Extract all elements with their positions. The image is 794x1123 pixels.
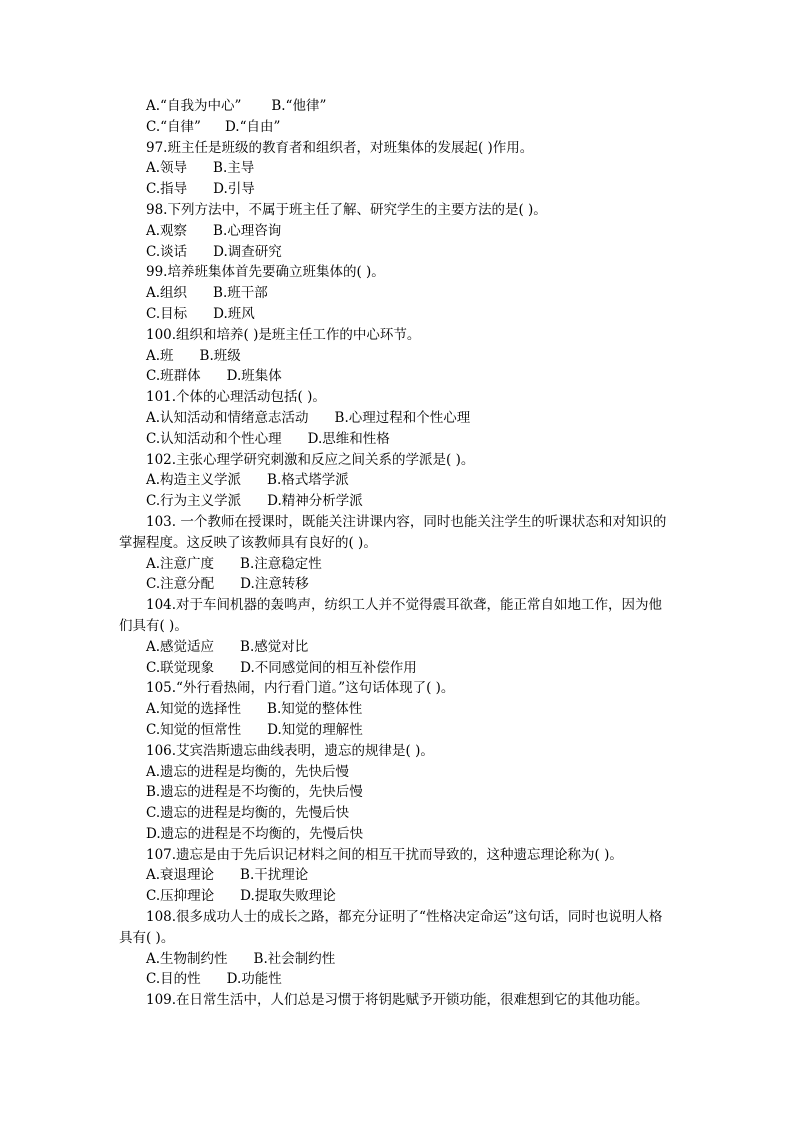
option-line <box>119 96 675 117</box>
option-line <box>119 117 675 138</box>
option-a: A.感觉适应 <box>146 638 215 655</box>
option-d: D.提取失败理论 <box>240 888 336 905</box>
question-104: 104.对于车间机器的轰鸣声，纺织工人并不觉得震耳欲聋，能正常自如地工作，因为他们具有( )。 <box>119 597 663 634</box>
option-line <box>119 429 675 450</box>
option-a: A.构造主义学派 <box>146 472 242 489</box>
option-line <box>119 969 675 990</box>
question-109: 109.在日常生活中，人们总是习惯于将钥匙赋予开锁功能，很难想到它的其他功能。 <box>146 992 649 1009</box>
option-c: C.谈话 <box>146 243 188 260</box>
option-a: A.“自我为中心” <box>146 98 242 114</box>
question-108: 108.很多成功人士的成长之路，都充分证明了“性格决定命运”这句话，同时也说明人格具有( )。 <box>119 909 663 946</box>
option-c: C.压抑理论 <box>146 888 215 905</box>
option-line <box>119 865 675 886</box>
question-99: 99.培养班集体首先要确立班集体的( )。 <box>146 264 385 281</box>
option-line <box>119 491 675 512</box>
option-line <box>119 720 675 741</box>
option-line <box>119 949 675 970</box>
option-a: A.知觉的选择性 <box>146 701 242 718</box>
option-b: B.知觉的整体性 <box>267 701 363 718</box>
option-c: C.“自律” <box>146 118 201 135</box>
option-a: A.组织 <box>146 285 188 302</box>
option-a: A.领导 <box>146 160 188 177</box>
option-b: B.感觉对比 <box>240 638 309 655</box>
option-line <box>119 221 675 242</box>
option-a: A.认知活动和情绪意志活动 <box>146 409 309 426</box>
option-d: D.思维和性格 <box>307 430 390 447</box>
option-d: D.不同感觉间的相互补偿作用 <box>240 659 417 676</box>
option-line <box>119 366 675 387</box>
option-b: B.干扰理论 <box>240 867 309 884</box>
option-d: D.“自由” <box>224 118 281 135</box>
question-107: 107.遗忘是由于先后识记材料之间的相互干扰而导致的，这种遗忘理论称为( )。 <box>146 846 623 863</box>
option-line <box>119 699 675 720</box>
option-single: D.遗忘的进程是不均衡的，先慢后快 <box>146 825 364 842</box>
option-a: A.注意广度 <box>146 555 215 572</box>
option-d: D.引导 <box>213 181 255 198</box>
option-line <box>119 179 675 200</box>
option-line <box>119 886 675 907</box>
option-c: C.联觉现象 <box>146 659 215 676</box>
option-c: C.行为主义学派 <box>146 493 242 510</box>
option-d: D.知觉的理解性 <box>267 721 363 738</box>
option-single: A.遗忘的进程是均衡的，先快后慢 <box>146 763 350 780</box>
option-b: B.格式塔学派 <box>267 472 349 489</box>
option-single: B.遗忘的进程是不均衡的，先快后慢 <box>146 784 363 801</box>
option-line <box>119 574 675 595</box>
option-c: C.注意分配 <box>146 576 215 593</box>
question-97: 97.班主任是班级的教育者和组织者，对班集体的发展起( )作用。 <box>146 139 534 156</box>
question-106: 106.艾宾浩斯遗忘曲线表明，遗忘的规律是( )。 <box>146 742 434 759</box>
question-98: 98.下列方法中，不属于班主任了解、研究学生的主要方法的是( )。 <box>146 201 547 218</box>
option-line <box>119 283 675 304</box>
option-b: B.班级 <box>199 347 241 364</box>
question-103: 103. 一个教师在授课时，既能关注讲课内容，同时也能关注学生的听课状态和对知识的掌握程度。这反映了该教师具有良好的( )。 <box>119 513 667 551</box>
option-c: C.认知活动和个性心理 <box>146 430 282 447</box>
option-b: B.注意稳定性 <box>240 555 322 572</box>
question-100: 100.组织和培养( )是班主任工作的中心环节。 <box>146 326 421 343</box>
option-line <box>119 346 675 367</box>
option-d: D.精神分析学派 <box>267 493 363 510</box>
option-a: A.衰退理论 <box>146 867 215 884</box>
option-b: B.班干部 <box>213 285 268 302</box>
option-c: C.知觉的恒常性 <box>146 721 242 738</box>
question-101: 101.个体的心理活动包括( )。 <box>146 389 326 406</box>
option-line <box>119 658 675 679</box>
option-d: D.班集体 <box>226 368 282 385</box>
option-line <box>119 470 675 491</box>
option-c: C.目的性 <box>146 971 201 988</box>
option-a: A.观察 <box>146 222 188 239</box>
option-single: C.遗忘的进程是均衡的，先慢后快 <box>146 805 350 822</box>
option-d: D.班风 <box>213 305 255 322</box>
option-line <box>119 408 675 429</box>
option-b: B.社会制约性 <box>253 950 336 967</box>
option-c: C.班群体 <box>146 368 201 385</box>
option-line <box>119 304 675 325</box>
option-b: B.“他律” <box>271 98 327 114</box>
option-a: A.班 <box>146 347 174 364</box>
option-a: A.生物制约性 <box>146 950 228 967</box>
question-105: 105.“外行看热闹，内行看门道。”这句话体现了( )。 <box>146 680 455 697</box>
option-c: C.目标 <box>146 305 188 322</box>
option-line <box>119 637 675 658</box>
option-line <box>119 242 675 263</box>
option-line <box>119 554 675 575</box>
option-c: C.指导 <box>146 181 188 198</box>
option-b: B.心理过程和个性心理 <box>334 409 471 426</box>
option-line <box>119 158 675 179</box>
option-b: B.主导 <box>213 160 255 177</box>
option-d: D.调查研究 <box>213 243 282 260</box>
option-d: D.注意转移 <box>240 576 309 593</box>
option-d: D.功能性 <box>226 971 282 988</box>
option-b: B.心理咨询 <box>213 222 282 239</box>
question-list <box>119 96 675 1011</box>
question-102: 102.主张心理学研究刺激和反应之间关系的学派是( )。 <box>146 451 475 468</box>
